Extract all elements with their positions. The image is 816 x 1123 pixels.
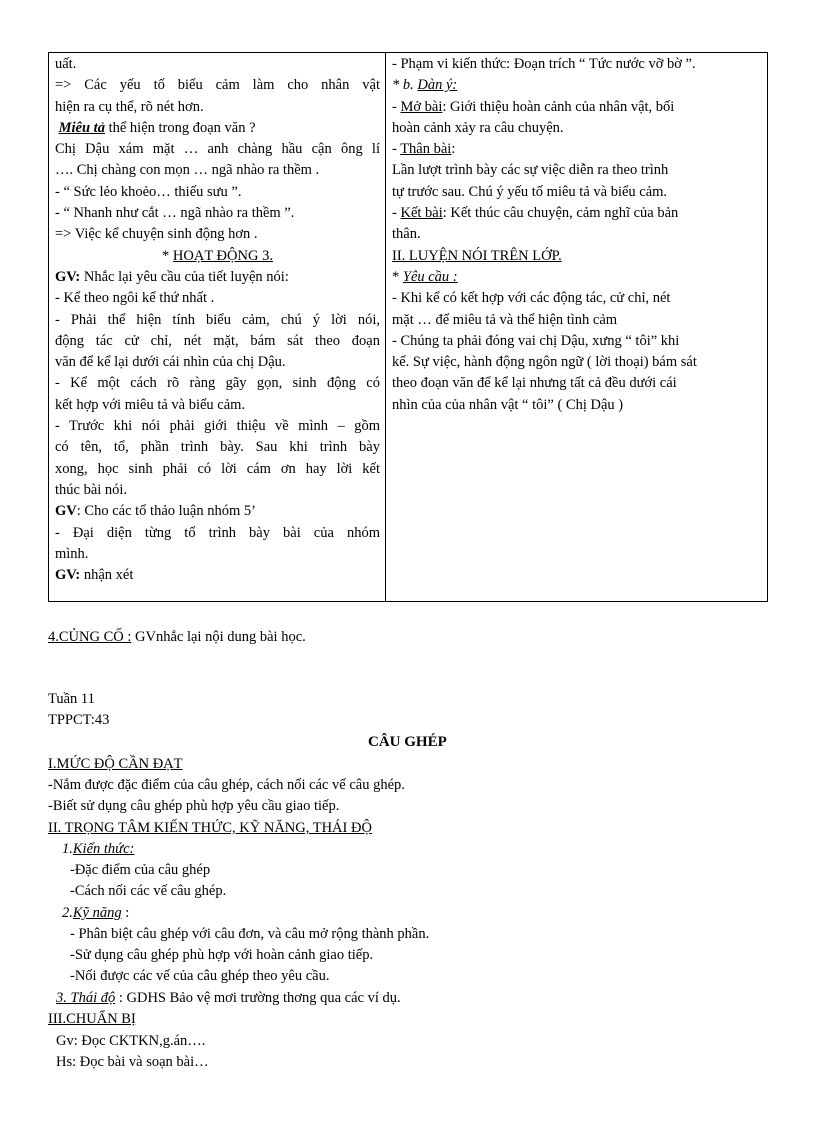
left-line-11-rest: Nhắc lại yêu cầu của tiết luyện nói: bbox=[80, 268, 289, 285]
left-line-22 bbox=[55, 501, 380, 522]
left-line-9: => Việc kể chuyện sinh động hơn . bbox=[55, 226, 258, 243]
week-label: Tuần 11 bbox=[48, 691, 95, 707]
right-line-7: tự trước sau. Chú ý yếu tố miêu tả và biểu cảm. bbox=[392, 183, 668, 200]
right-line-5-rest: : bbox=[451, 141, 456, 158]
prep-teacher: Gv: Đọc CKTKN,g.án…. bbox=[56, 1033, 206, 1049]
left-line-4-underlined: Miêu tả bbox=[58, 119, 105, 136]
left-line-8: - “ Nhanh như cắt … ngã nhào ra thềm ”. bbox=[55, 205, 295, 222]
consolidation-label: 4.CỦNG CỐ : bbox=[48, 629, 132, 645]
left-line-20: xong, học sinh phải có lời cám ơn hay lời kết bbox=[55, 460, 380, 477]
left-line-16: - Kể một cách rõ ràng gãy gọn, sinh động có bbox=[55, 375, 380, 392]
right-line-8 bbox=[392, 203, 764, 224]
left-line-2: => Các yếu tố biểu cảm làm cho nhân vật bbox=[55, 77, 380, 94]
right-line-6: Lần lượt trình bày các sự việc diễn ra theo trình bbox=[392, 162, 669, 179]
section-3-heading: III.CHUẨN BỊ bbox=[48, 1011, 136, 1027]
requirements-heading: Yêu cầu : bbox=[402, 268, 458, 285]
right-line-3-rest: : Giới thiệu hoàn cảnh của nhân vật, bối bbox=[442, 98, 675, 115]
left-line-15: văn để kể lại dưới cái nhìn của chị Dậu. bbox=[55, 354, 286, 371]
right-line-10 bbox=[392, 246, 764, 267]
table-left-column bbox=[55, 54, 380, 586]
intro-label: Mở bài bbox=[400, 98, 443, 115]
skills-item-2: -Sử dụng câu ghép phù hợp với hoàn cảnh giao tiếp. bbox=[70, 947, 374, 963]
left-line-13: - Phải thể hiện tính biểu cảm, chú ý lời nói, bbox=[55, 311, 380, 328]
right-line-1: - Phạm vi kiến thức: Đoạn trích “ Tức nước vỡ bờ ”. bbox=[392, 56, 696, 72]
left-line-14: động tác cử chỉ, nét mặt, bám sát theo đoạn bbox=[55, 332, 380, 349]
outline-heading: Dàn ý: bbox=[417, 77, 458, 94]
left-line-11 bbox=[55, 267, 380, 288]
left-line-18: - Trước khi nói phải giới thiệu về mình – gồm bbox=[55, 418, 380, 435]
left-line-25 bbox=[55, 565, 380, 586]
left-line-5: Chị Dậu xám mặt … anh chàng hầu cận ông lí bbox=[55, 141, 380, 158]
right-line-15: kể. Sự việc, hành động ngôn ngữ ( lời thoại) bám sát bbox=[392, 354, 697, 371]
section-1-item-1: -Nắm được đặc điểm của câu ghép, cách nối các vế câu ghép. bbox=[48, 777, 405, 793]
table-right-column bbox=[392, 54, 764, 416]
knowledge-item-1: -Đặc điểm của câu ghép bbox=[70, 862, 211, 878]
left-line-25-gv: GV: bbox=[55, 567, 81, 584]
body-label: Thân bài bbox=[400, 141, 452, 158]
activity-3-heading: HOẠT ĐỘNG 3. bbox=[172, 247, 273, 264]
section-2-heading: II. TRỌNG TÂM KIẾN THỨC, KỸ NĂNG, THÁI ĐỘ bbox=[48, 820, 372, 836]
skills-item-3: -Nối được các vế của câu ghép theo yêu cầu. bbox=[70, 968, 330, 984]
speaking-practice-heading: II. LUYỆN NÓI TRÊN LỚP. bbox=[392, 247, 562, 264]
right-line-17: nhìn của của nhân vật “ tôi” ( Chị Dậu ) bbox=[392, 396, 624, 413]
consolidation-line bbox=[48, 627, 306, 648]
right-line-8-rest: : Kết thúc câu chuyện, cảm nghĩ của bản bbox=[442, 205, 679, 222]
lesson-title: CÂU GHÉP bbox=[368, 734, 447, 750]
right-line-3-prefix: - bbox=[392, 98, 401, 115]
left-line-4 bbox=[55, 118, 380, 139]
right-line-9: thân. bbox=[392, 226, 421, 243]
right-line-5-prefix: - bbox=[392, 141, 401, 158]
lesson-table bbox=[48, 52, 768, 602]
left-line-1: uất. bbox=[55, 56, 77, 72]
section-1-heading: I.MỨC ĐỘ CẦN ĐẠT bbox=[48, 756, 183, 772]
left-line-10-star: * bbox=[162, 247, 173, 264]
left-line-24: mình. bbox=[55, 545, 89, 562]
left-line-11-gv: GV: bbox=[55, 268, 81, 285]
left-line-4-rest: thể hiện trong đoạn văn ? bbox=[104, 119, 256, 136]
skills-label: Kỹ năng bbox=[72, 905, 122, 921]
right-line-4: hoàn cảnh xảy ra câu chuyện. bbox=[392, 119, 564, 136]
knowledge-heading bbox=[62, 839, 134, 860]
knowledge-label: Kiến thức: bbox=[72, 841, 135, 857]
left-line-17: kết hợp với miêu tả và biểu cảm. bbox=[55, 396, 246, 413]
consolidation-text: GVnhắc lại nội dung bài học. bbox=[131, 629, 306, 645]
knowledge-number: 1. bbox=[62, 841, 73, 857]
right-line-5 bbox=[392, 139, 764, 160]
left-line-22-gv: GV bbox=[55, 503, 77, 520]
left-line-19: có tên, tổ, phần trình bày. Sau khi trình bày bbox=[55, 439, 380, 456]
right-line-16: theo đoạn văn để kể lại nhưng tất cả đều dưới cái bbox=[392, 375, 677, 392]
left-line-10 bbox=[55, 246, 380, 267]
skills-colon: : bbox=[121, 905, 130, 921]
left-line-6: …. Chị chàng con mọn … ngã nhào ra thềm . bbox=[55, 162, 320, 179]
skills-number: 2. bbox=[62, 905, 73, 921]
right-line-14: - Chúng ta phải đóng vai chị Dậu, xưng “ tôi” khi bbox=[392, 332, 680, 349]
left-line-23: - Đại diện từng tổ trình bày bài của nhóm bbox=[55, 524, 380, 541]
left-line-12: - Kể theo ngôi kể thứ nhất . bbox=[55, 290, 215, 307]
right-line-2-prefix: * b. bbox=[392, 77, 418, 94]
right-line-12: - Khi kể có kết hợp với các động tác, cử chỉ, nét bbox=[392, 290, 671, 307]
knowledge-item-2: -Cách nối các vế câu ghép. bbox=[70, 883, 227, 899]
right-line-13: mặt … để miêu tả và thể hiện tình cảm bbox=[392, 311, 618, 328]
left-line-25-rest: nhận xét bbox=[80, 567, 134, 584]
prep-students: Hs: Đọc bài và soạn bài… bbox=[56, 1054, 209, 1070]
section-1-item-2: -Biết sử dụng câu ghép phù hợp yêu cầu giao tiếp. bbox=[48, 798, 340, 814]
conclusion-label: Kết bài bbox=[400, 205, 443, 222]
left-line-3: hiện ra cụ thể, rõ nét hơn. bbox=[55, 98, 204, 115]
right-line-11-prefix: * bbox=[392, 268, 403, 285]
right-line-11 bbox=[392, 267, 764, 288]
left-line-21: thúc bài nói. bbox=[55, 481, 128, 498]
attitude-text: : GDHS Bảo vệ mơi trường thơng qua các ví dụ. bbox=[115, 990, 401, 1006]
left-line-7: - “ Sức lẻo khoẻo… thiếu sưu ”. bbox=[55, 183, 242, 200]
table-column-divider bbox=[385, 53, 386, 601]
right-line-2 bbox=[392, 75, 764, 96]
right-line-3 bbox=[392, 97, 764, 118]
attitude-line bbox=[56, 988, 401, 1009]
left-line-22-rest: : Cho các tổ thảo luận nhóm 5’ bbox=[76, 503, 256, 520]
skills-heading bbox=[62, 903, 129, 924]
attitude-label: 3. Thái độ bbox=[56, 990, 116, 1006]
skills-item-1: - Phân biệt câu ghép với câu đơn, và câu mở rộng thành phần. bbox=[70, 926, 430, 942]
lesson-code: TPPCT:43 bbox=[48, 712, 110, 728]
right-line-8-prefix: - bbox=[392, 205, 401, 222]
